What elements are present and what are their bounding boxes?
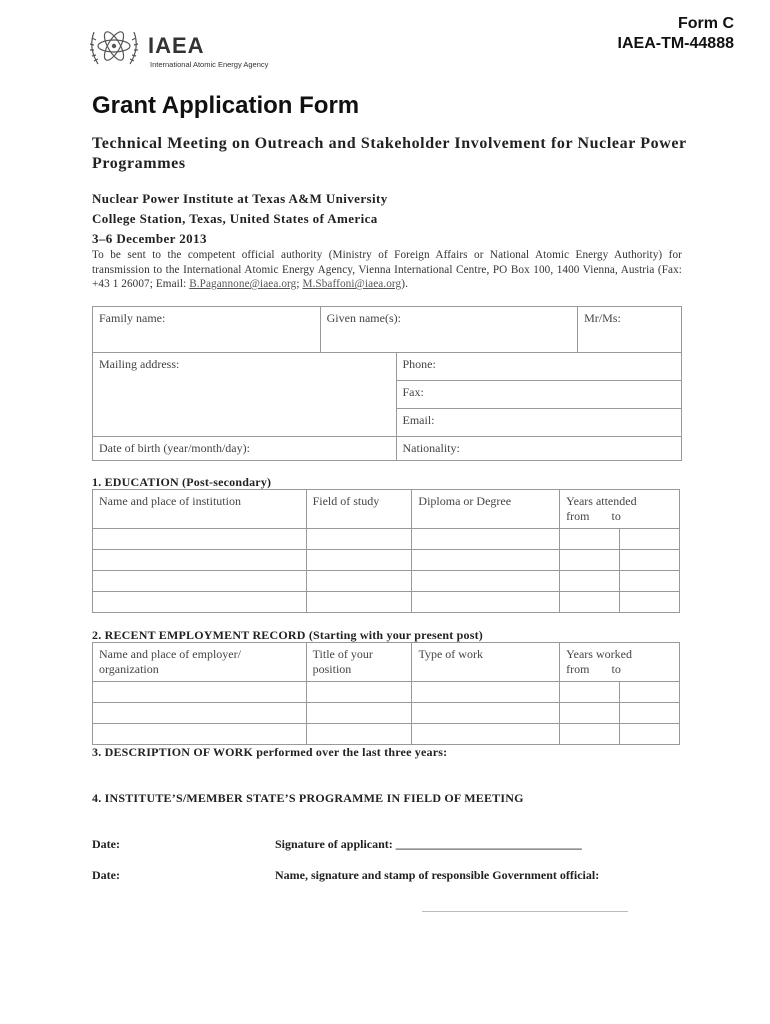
meeting-title: Technical Meeting on Outreach and Stakeholder Involvement for Nuclear Power Programmes [92,135,687,172]
title-line-2: position [312,662,352,676]
note-separator: ; [296,278,303,290]
table-row[interactable] [93,550,680,571]
official-signature-label: Name, signature and stamp of responsible Government official: [275,868,600,882]
employment-col-employer [93,643,307,682]
phone-field[interactable]: Phone: [396,353,682,381]
education-col-field: Field of study [306,490,412,529]
logo-subtitle: International Atomic Energy Agency [150,60,269,69]
official-signature-line[interactable] [422,911,628,912]
form-label: Form C [678,15,734,32]
programme-heading: 4. INSTITUTE’S/MEMBER STATE’S PROGRAMME IN FIELD OF MEETING [92,791,524,805]
email-field[interactable]: Email: [396,409,682,437]
table-row[interactable] [93,529,680,550]
meeting-dates: 3–6 December 2013 [92,231,207,246]
employment-years-range [566,662,673,677]
mailing-address-field[interactable]: Mailing address: [93,353,397,437]
fax-field[interactable]: Fax: [396,381,682,409]
education-col-institution: Name and place of institution [93,490,307,529]
education-col-years [560,490,680,529]
location: College Station, Texas, United States of America [92,211,378,226]
table-row[interactable] [93,682,680,703]
form-code: IAEA-TM-44888 [617,35,734,52]
family-name-field[interactable]: Family name: [93,307,321,353]
email-link-1[interactable]: B.Pagannone@iaea.org [189,278,297,290]
education-col-diploma: Diploma or Degree [412,490,560,529]
nationality-field[interactable]: Nationality: [396,437,682,461]
employment-col-title [306,643,412,682]
page-title: Grant Application Form [92,92,360,119]
description-heading: 3. DESCRIPTION OF WORK performed over the last three years: [92,745,448,759]
submission-note [92,248,682,292]
date-label-2: Date: [92,868,120,882]
employment-heading: 2. RECENT EMPLOYMENT RECORD (Starting with your present post) [92,628,484,642]
given-names-field[interactable]: Given name(s): [320,307,577,353]
table-row[interactable] [93,571,680,592]
note-text: To be sent to the competent official authority (Ministry of Foreign Affairs or National Atomic Energy Authority) for transmission to the International Atomic Energy Agency, Vienna International Centre, PO Box 100, 1400 Vienna, Austria (Fax: +43 1 26007; Email: [92,249,682,290]
education-years-range [566,509,673,524]
employment-from-label: from [566,662,590,676]
table-row[interactable] [93,703,680,724]
date-of-birth-field[interactable]: Date of birth (year/month/day): [93,437,397,461]
institution: Nuclear Power Institute at Texas A&M University [92,191,388,206]
mr-ms-field[interactable]: Mr/Ms: [578,307,682,353]
note-end: ). [401,278,408,290]
email-link-2[interactable]: M.Sbaffoni@iaea.org [302,278,402,290]
title-line-1: Title of your [312,647,373,661]
education-from-label: from [566,509,590,523]
iaea-emblem-icon [84,24,144,72]
logo-name: IAEA [148,33,205,58]
employer-line-1: Name and place of employer/ [99,647,241,661]
employment-years-label: Years worked [566,647,632,661]
employment-col-type: Type of work [412,643,560,682]
employment-table [92,642,680,745]
employer-line-2: organization [99,662,159,676]
employment-col-years [560,643,680,682]
form-identifier [618,14,734,54]
employment-to-label: to [611,662,621,676]
education-heading: 1. EDUCATION (Post-secondary) [92,475,272,489]
education-to-label: to [611,509,621,523]
date-label-1: Date: [92,837,120,851]
personal-details-table [92,306,682,461]
table-row[interactable] [93,592,680,613]
applicant-signature-field[interactable]: Signature of applicant: _______________________________ [275,837,582,851]
table-row[interactable] [93,724,680,745]
education-years-label: Years attended [566,494,637,508]
education-table [92,489,680,613]
